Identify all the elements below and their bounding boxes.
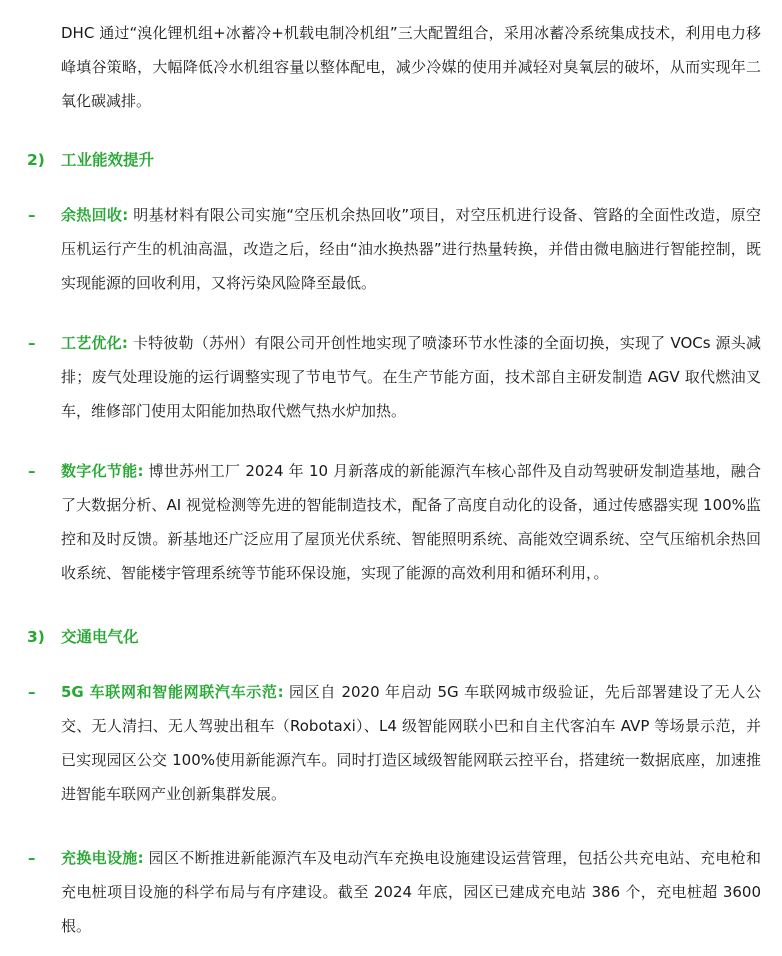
item-lead: 5G 车联网和智能网联汽车示范:	[61, 683, 284, 701]
item-text: 园区自 2020 年启动 5G 车联网城市级验证，先后部署建设了无人公交、无人清扫、无人驾驶出租车（Robotaxi）、L4 级智能网联小巴和自主代客泊车 AVP 等场景示范，并已实现园区公交 100%使用新能源汽车。同时打造区域级智能网联云控平台，搭建统一数据底座，加速推进智能车联网产业创新集群发展。	[61, 683, 761, 803]
item-lead: 数字化节能:	[61, 462, 144, 480]
bullet-dash: –	[28, 462, 36, 480]
section-heading-industrial-efficiency	[27, 143, 154, 177]
section-title: 交通电气化	[61, 628, 139, 646]
list-item-charging-facilities	[61, 841, 761, 943]
item-text: 园区不断推进新能源汽车及电动汽车充换电设施建设运营管理，包括公共充电站、充电枪和充电桩项目设施的科学布局与有序建设。截至 2024 年底，园区已建成充电站 386 个，充电桩超 3600 根。	[61, 849, 762, 935]
item-text: 卡特彼勒（苏州）有限公司开创性地实现了喷漆环节水性漆的全面切换，实现了 VOCs 源头减排；废气处理设施的运行调整实现了节电节气。在生产节能方面，技术部自主研发制造 AGV 取代燃油叉车，维修部门使用太阳能加热取代燃气热水炉加热。	[61, 334, 761, 420]
item-text: 明基材料有限公司实施“空压机余热回收”项目，对空压机进行设备、管路的全面性改造，原空压机运行产生的机油高温，改造之后，经由“油水换热器”进行热量转换，并借由微电脑进行智能控制，既实现能源的回收利用，又将污染风险降至最低。	[61, 206, 762, 292]
section-heading-transport-electrification	[27, 620, 139, 654]
intro-paragraph	[61, 16, 761, 118]
item-lead: 余热回收:	[61, 206, 129, 224]
list-item-process-optimization	[61, 326, 761, 428]
section-number: 2)	[27, 151, 45, 169]
section-number: 3)	[27, 628, 45, 646]
item-text: 博世苏州工厂 2024 年 10 月新落成的新能源汽车核心部件及自动驾驶研发制造基地，融合了大数据分析、AI 视觉检测等先进的智能制造技术，配备了高度自动化的设备，通过传感器实现 100%监控和及时反馈。新基地还广泛应用了屋顶光伏系统、智能照明系统、高能效空调系统、空气压缩机余热回收系统、智能楼宇管理系统等节能环保设施，实现了能源的高效利用和循环利用，。	[61, 462, 761, 582]
section-title: 工业能效提升	[61, 151, 155, 169]
bullet-dash: –	[28, 334, 36, 352]
bullet-dash: –	[28, 206, 36, 224]
bullet-dash: –	[28, 849, 36, 867]
list-item-waste-heat-recovery	[61, 198, 761, 300]
list-item-5g-connected-vehicles	[61, 675, 761, 811]
intro-text: DHC 通过“溴化锂机组+冰蓄冷+机载电制冷机组”三大配置组合，采用冰蓄冷系统集成技术，利用电力移峰填谷策略，大幅降低冷水机组容量以整体配电，减少冷媒的使用并减轻对臭氧层的破坏，从而实现年二氧化碳减排。	[61, 24, 761, 110]
bullet-dash: –	[28, 683, 36, 701]
list-item-digital-energy-saving	[61, 454, 761, 590]
item-lead: 工艺优化:	[61, 334, 128, 352]
item-lead: 充换电设施:	[61, 849, 144, 867]
